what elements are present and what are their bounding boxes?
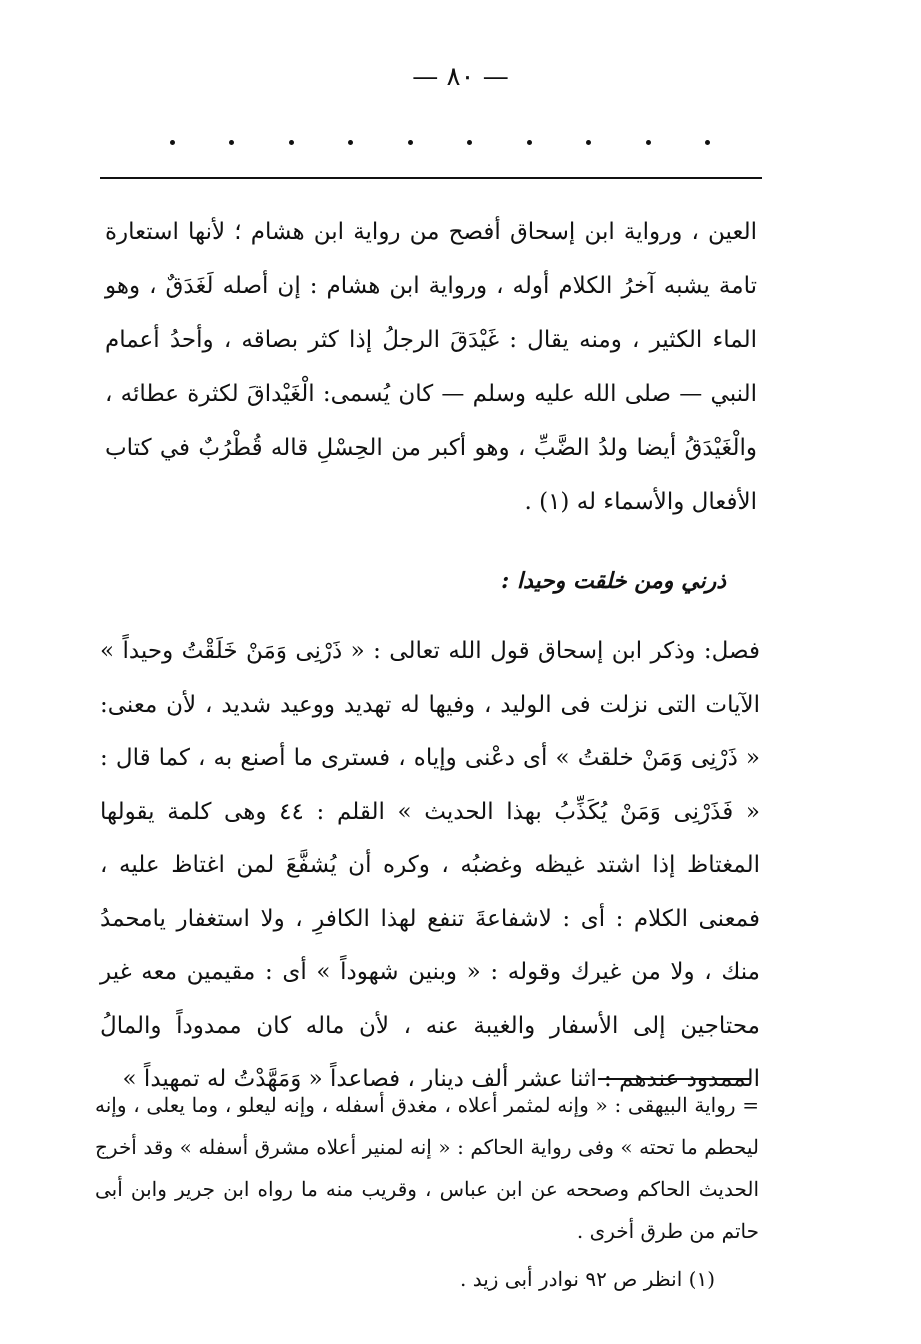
- ornament-dots: [170, 140, 710, 145]
- ornament-dot: [348, 140, 353, 145]
- ornament-dot: [289, 140, 294, 145]
- ornament-dot: [646, 140, 651, 145]
- section-heading: ذرني ومن خلقت وحيدا :: [501, 568, 726, 594]
- body-paragraph-1: [105, 205, 757, 529]
- ornament-dot: [586, 140, 591, 145]
- body-paragraph-2: [100, 625, 760, 1107]
- ornament-dot: [170, 140, 175, 145]
- ornament-dot: [408, 140, 413, 145]
- ornament-dot: [527, 140, 532, 145]
- ornament-dot: [705, 140, 710, 145]
- footnote-divider: [598, 1078, 750, 1080]
- paragraph-text: العين ، ورواية ابن إسحاق أفصح من رواية ابن هشام ؛ لأنها استعارة تامة يشبه آخرُ الكلام أوله ، ورواية ابن هشام : إن أصله لَغَدَقٌ ، وهو الماء الكثير ، ومنه يقال : غَيْدَقَ الرجلُ إذا كثر بصاقه ، وأحدُ أعمام النبي — صلى الله عليه وسلم — كان يُسمى: الْغَيْداقَ لكثرة عطائه ، والْغَيْدَقُ أيضا ولدُ الضَّبِّ ، وهو أكبر من الحِسْلِ قاله قُطْرُبٌ في كتاب الأفعال والأسماء له (١) .: [105, 219, 757, 515]
- paragraph-text: فصل: وذكر ابن إسحاق قول الله تعالى : « ذَرْنِى وَمَنْ خَلَقْتُ وحيداً » الآيات التى نزلت فى الوليد ، وفيها له تهديد ووعيد شديد ، لأن معنى: « ذَرْنِى وَمَنْ خلقتُ » أى دعْنى وإياه ، فسترى ما أصنع به ، كما قال : « فَذَرْنِى وَمَنْ يُكَذِّبُ بهذا الحديث » القلم : ٤٤ وهى كلمة يقولها المغتاظ إذا اشتد غيظه وغضبُه ، وكره أن يُشفَّعَ لمن اغتاظ عليه ، فمعنى الكلام : أى : لاشفاعةَ تنفع لهذا الكافرِ ، ولا استغفار يامحمدُ منك ، ولا من غيرك وقوله : « وبنين شهوداً » أى : مقيمين معه غير محتاجين إلى الأسفار والغيبة عنه ، لأن ماله كان ممدوداً والمالُ الممدود عندهم : اثنا عشر ألف دينار ، فصاعداً « وَمَهَّدْتُ له تمهيداً »: [100, 638, 760, 1092]
- header-divider: [100, 177, 762, 179]
- continued-note: [95, 1084, 759, 1252]
- ornament-dot: [229, 140, 234, 145]
- note-text: = رواية البيهقى : « وإنه لمثمر أعلاه ، مغدق أسفله ، وإنه ليعلو ، وما يعلى ، وإنه ليحطم ما تحته » وفى رواية الحاكم : « إنه لمنير أعلاه مشرق أسفله » وقد أخرج الحديث الحاكم وصححه عن ابن عباس ، وقريب منه ما رواه ابن جرير وابن أبى حاتم من طرق أخرى .: [95, 1093, 759, 1243]
- ornament-dot: [467, 140, 472, 145]
- page-number: — ٨٠ —: [412, 62, 509, 92]
- footnote: (١) انظر ص ٩٢ نوادر أبى زيد .: [460, 1267, 715, 1291]
